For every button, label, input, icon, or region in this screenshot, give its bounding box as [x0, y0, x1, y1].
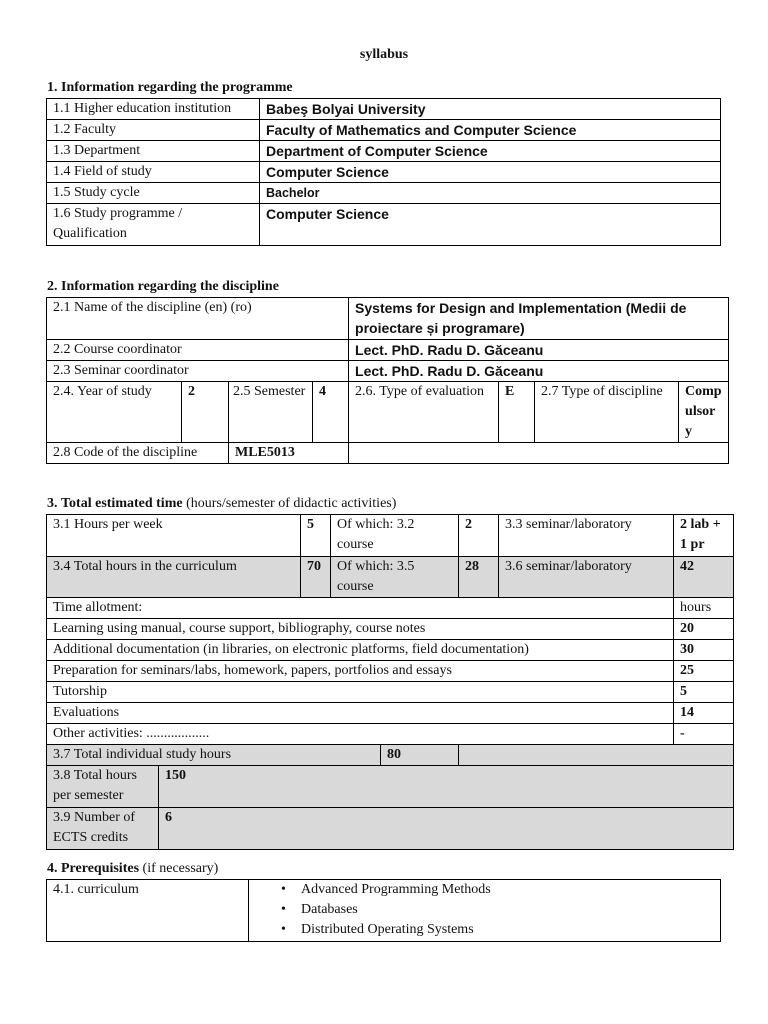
activity-label: Additional documentation (in libraries, on electronic platforms, field documentation) [47, 640, 674, 661]
section-2-number: 2. [47, 279, 58, 294]
year-label: 2.4. Year of study [47, 382, 182, 443]
discipline-name-value: Systems for Design and Implementation (Medii de proiectare și programare) [349, 298, 729, 340]
programme-label: 1.1 Higher education institution [47, 99, 260, 120]
prerequisite-text: Distributed Operating Systems [301, 922, 474, 937]
time-table [46, 514, 734, 850]
activity-hours: 5 [674, 682, 734, 703]
programme-value: Computer Science [260, 162, 721, 183]
activity-label: Evaluations [47, 703, 674, 724]
programme-label: 1.6 Study programme / Qualification [47, 204, 260, 246]
evaluation-value: E [499, 382, 535, 443]
section-4-subtitle: (if necessary) [142, 861, 219, 876]
individual-study-label: 3.7 Total individual study hours [47, 745, 381, 766]
code-label: 2.8 Code of the discipline [47, 443, 229, 464]
prerequisite-text: Databases [301, 902, 358, 917]
curriculum-list-cell [249, 880, 721, 942]
activity-hours: 14 [674, 703, 734, 724]
list-item [281, 900, 714, 920]
activity-hours: 30 [674, 640, 734, 661]
prerequisite-text: Advanced Programming Methods [301, 882, 491, 897]
prerequisite-list [255, 880, 714, 940]
section-3-subtitle: (hours/semester of didactic activities) [186, 496, 397, 511]
total-hours-label: 3.4 Total hours in the curriculum [47, 557, 301, 598]
list-item [281, 880, 714, 900]
hours-per-week-label: 3.1 Hours per week [47, 515, 301, 557]
individual-study-filler [459, 745, 734, 766]
code-empty-cell [349, 443, 729, 464]
activity-hours: 25 [674, 661, 734, 682]
discipline-type-label: 2.7 Type of discipline [535, 382, 679, 443]
course-coordinator-value: Lect. PhD. Radu D. Găceanu [349, 340, 729, 361]
course-coordinator-label: 2.2 Course coordinator [47, 340, 349, 361]
section-1-number: 1. [47, 80, 58, 95]
seminar-coordinator-value: Lect. PhD. Radu D. Găceanu [349, 361, 729, 382]
programme-label: 1.4 Field of study [47, 162, 260, 183]
curriculum-label: 4.1. curriculum [47, 880, 249, 942]
activity-label: Other activities: .................. [47, 724, 674, 745]
page-title: syllabus [359, 47, 409, 62]
time-allotment-unit: hours [674, 598, 734, 619]
section-2-heading [47, 279, 279, 295]
section-3-number: 3. [47, 496, 58, 511]
bullet-icon: • [281, 882, 286, 897]
activity-label: Learning using manual, course support, bibliography, course notes [47, 619, 674, 640]
programme-value: Babeş Bolyai University [260, 99, 721, 120]
seminar-coordinator-label: 2.3 Seminar coordinator [47, 361, 349, 382]
discipline-name-label: 2.1 Name of the discipline (en) (ro) [47, 298, 349, 340]
section-3-title: Total estimated time [61, 496, 183, 511]
programme-label: 1.2 Faculty [47, 120, 260, 141]
activity-label: Tutorship [47, 682, 674, 703]
activity-hours: 20 [674, 619, 734, 640]
section-4-heading [47, 861, 218, 877]
bullet-icon: • [281, 922, 286, 937]
semester-label: 2.5 Semester [229, 382, 313, 443]
total-seminar-label: 3.6 seminar/laboratory [499, 557, 674, 598]
code-value: MLE5013 [229, 443, 349, 464]
section-2-title: Information regarding the discipline [61, 279, 279, 294]
evaluation-label: 2.6. Type of evaluation [349, 382, 499, 443]
activity-label: Preparation for seminars/labs, homework, papers, portfolios and essays [47, 661, 674, 682]
discipline-table [46, 297, 729, 464]
programme-value: Department of Computer Science [260, 141, 721, 162]
semester-value: 4 [313, 382, 349, 443]
section-4-title: Prerequisites [61, 861, 140, 876]
section-3-heading [47, 496, 396, 512]
ects-value: 6 [159, 808, 734, 850]
total-seminar-value: 42 [674, 557, 734, 598]
ects-label: 3.9 Number of ECTS credits [47, 808, 159, 850]
activity-hours: - [674, 724, 734, 745]
course-hours-label: Of which: 3.2 course [331, 515, 459, 557]
seminar-hours-label: 3.3 seminar/laboratory [499, 515, 674, 557]
list-item [281, 920, 714, 940]
semester-hours-value: 150 [159, 766, 734, 808]
total-course-label: Of which: 3.5 course [331, 557, 459, 598]
individual-study-value: 80 [381, 745, 459, 766]
time-allotment-label: Time allotment: [47, 598, 674, 619]
seminar-hours-value: 2 lab + 1 pr [674, 515, 734, 557]
total-hours-value: 70 [301, 557, 331, 598]
total-course-value: 28 [459, 557, 499, 598]
year-value: 2 [182, 382, 229, 443]
programme-table [46, 98, 721, 246]
bullet-icon: • [281, 902, 286, 917]
section-1-heading [47, 80, 293, 96]
programme-label: 1.3 Department [47, 141, 260, 162]
programme-value: Faculty of Mathematics and Computer Science [260, 120, 721, 141]
section-4-number: 4. [47, 861, 58, 876]
hours-per-week-value: 5 [301, 515, 331, 557]
programme-label: 1.5 Study cycle [47, 183, 260, 204]
programme-value: Computer Science [260, 204, 721, 246]
course-hours-value: 2 [459, 515, 499, 557]
semester-hours-label: 3.8 Total hours per semester [47, 766, 159, 808]
discipline-type-value: Compulsory [679, 382, 729, 443]
prerequisites-table [46, 879, 721, 942]
section-1-title: Information regarding the programme [61, 80, 293, 95]
programme-value: Bachelor [260, 183, 721, 204]
